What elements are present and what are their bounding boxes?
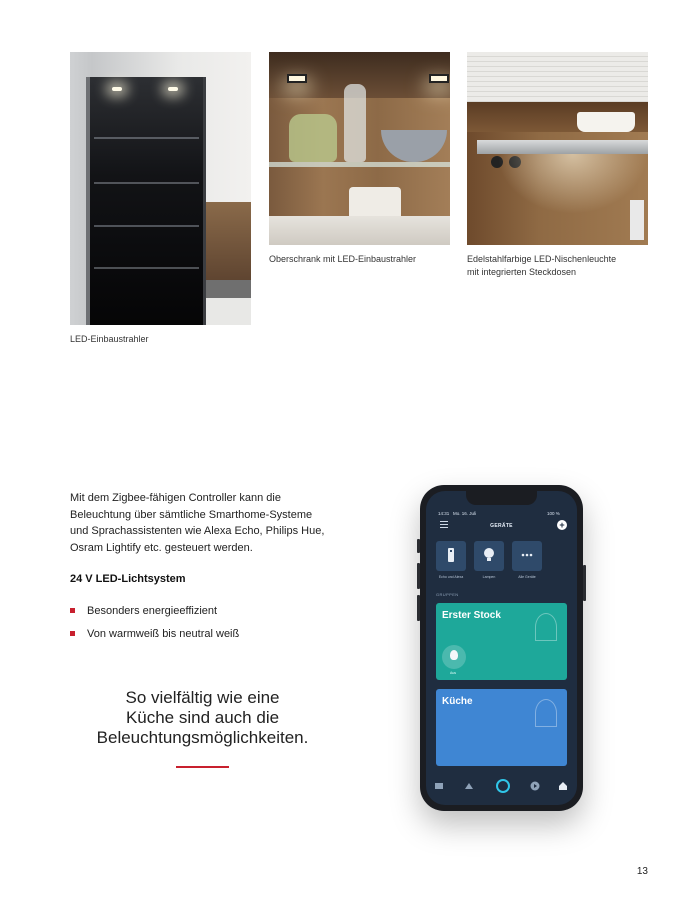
page-number: 13 — [636, 866, 648, 877]
spotlight-icon — [429, 74, 449, 83]
glass-cabinet-unit — [86, 77, 206, 325]
device-label: Lampen — [482, 575, 496, 579]
alexa-tab-icon[interactable] — [496, 779, 510, 793]
more-icon — [521, 548, 533, 562]
device-tile-lamps[interactable] — [474, 541, 504, 571]
glass-jar — [289, 114, 337, 162]
bullet-text: Von warmweiß bis neutral weiß — [87, 628, 240, 640]
glass-shelf — [94, 182, 199, 184]
system-heading: 24 V LED-Lichtsystem — [70, 573, 186, 585]
group-card-kueche[interactable] — [436, 689, 567, 766]
caption-upper-cabinet: Oberschrank mit LED-Einbaustrahler — [269, 254, 417, 264]
countertop — [206, 280, 251, 298]
bulb-icon — [483, 548, 495, 562]
quote-line: Beleuchtungsmöglichkeiten. — [96, 728, 309, 747]
bullet-text: Besonders energieeffizient — [87, 605, 218, 617]
wood-wall — [206, 202, 251, 282]
bulb-toggle-button[interactable] — [442, 645, 466, 669]
photo-glass-cabinet — [70, 52, 251, 325]
pull-quote — [70, 688, 335, 748]
phone-side-button — [417, 595, 420, 621]
group-card-erster-stock[interactable] — [436, 603, 567, 680]
activity-tab-icon[interactable] — [464, 781, 474, 791]
caption-glass-cabinet: LED-Einbaustrahler — [70, 334, 149, 344]
intro-line: Osram Lightify etc. gesteuert werden. — [70, 541, 253, 554]
spotlight-icon — [287, 74, 307, 83]
intro-line: Beleuchtung über sämtliche Smarthome-Systeme — [70, 508, 313, 521]
white-cabinet — [206, 298, 251, 325]
device-tile-all[interactable] — [512, 541, 542, 571]
group-name: Küche — [442, 696, 473, 707]
glass-shelf — [269, 162, 450, 167]
group-name: Erster Stock — [442, 610, 501, 621]
intro-paragraph — [70, 490, 340, 556]
caption-line: Edelstahlfarbige LED-Nischenleuchte — [467, 254, 617, 264]
bullet-square-icon — [70, 608, 75, 613]
play-tab-icon[interactable] — [530, 781, 540, 791]
device-label: Alle Geräte — [518, 575, 536, 579]
status-battery: 100 % — [547, 511, 560, 516]
caption-niche-light — [467, 253, 616, 279]
glass-shelf — [94, 225, 199, 227]
glass-shelf — [94, 137, 199, 139]
status-time: 14:31 — [438, 511, 450, 516]
bulb-state-label: Aus — [450, 671, 457, 675]
phone-side-button — [417, 563, 420, 589]
bowls — [577, 112, 635, 132]
spotlight-icon — [112, 87, 122, 91]
echo-device-icon — [445, 548, 457, 562]
lamp-illustration-icon — [535, 613, 557, 641]
device-tile-echo[interactable] — [436, 541, 466, 571]
phone-side-button — [417, 539, 420, 553]
home-tab-icon[interactable] — [434, 781, 444, 791]
device-label: Echo und Alexa — [438, 575, 464, 579]
screen-title: GERÄTE — [490, 523, 513, 529]
quote-line: Küche sind auch die — [125, 708, 280, 727]
quote-line: So vielfältig wie eine — [125, 688, 280, 707]
add-device-button[interactable]: + — [557, 520, 567, 530]
glass-bottle — [344, 84, 366, 162]
phone-screen — [426, 491, 577, 805]
phone-notch — [466, 491, 537, 505]
roller-shutter — [467, 52, 648, 102]
intro-line: Mit dem Zigbee-fähigen Controller kann die — [70, 492, 281, 504]
bowl — [381, 130, 447, 162]
kitchen-item — [630, 200, 644, 240]
tab-bar — [426, 775, 577, 799]
status-date: Mo. 16. Juli — [453, 511, 477, 516]
accent-rule — [176, 766, 229, 768]
intro-line: und Sprachassistenten wie Alexa Echo, Philips Hue, — [70, 525, 325, 537]
light-glow — [497, 154, 648, 214]
plates — [269, 216, 450, 245]
smartphone — [420, 485, 583, 811]
photo-upper-cabinet — [269, 52, 450, 245]
caption-line: mit integrierten Steckdosen — [467, 267, 577, 277]
glass-shelf — [94, 267, 199, 269]
photo-niche-light — [467, 52, 648, 245]
spotlight-icon — [168, 87, 178, 91]
bullet-square-icon — [70, 631, 75, 636]
groups-label: GRUPPEN — [436, 592, 459, 597]
lamp-illustration-icon — [535, 699, 557, 727]
devices-tab-icon[interactable] — [558, 781, 568, 791]
phone-side-button — [583, 565, 586, 601]
led-niche-light — [477, 140, 648, 154]
